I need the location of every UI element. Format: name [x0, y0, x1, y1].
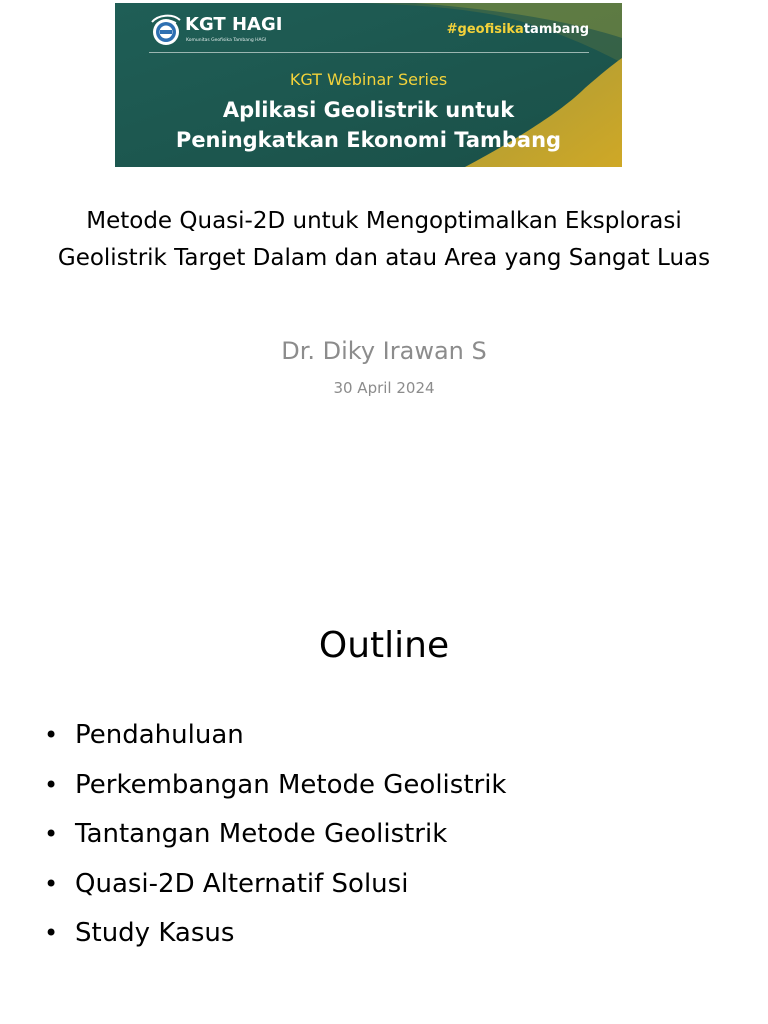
kgt-hagi-logo-icon [148, 14, 184, 47]
outline-item-label: Quasi-2D Alternatif Solusi [75, 868, 409, 899]
hashtag-highlight: #geofisika [446, 22, 524, 37]
banner-title-line-2: Peningkatkan Ekonomi Tambang [175, 128, 562, 152]
bullet-icon: • [44, 820, 59, 848]
outline-item-label: Perkembangan Metode Geolistrik [75, 769, 507, 800]
presentation-title [0, 203, 768, 277]
hashtag [447, 22, 589, 38]
bullet-icon: • [44, 721, 59, 749]
hashtag-rest: tambang [523, 22, 589, 37]
outline-item-label: Pendahuluan [75, 720, 244, 750]
brand-name: KGT HAGI [185, 14, 283, 35]
presentation-title-line-1: Metode Quasi-2D untuk Mengoptimalkan Eksplorasi [86, 208, 682, 234]
banner-title [115, 95, 622, 155]
outline-item-label: Study Kasus [75, 918, 235, 948]
author-name: Dr. Diky Irawan S [281, 337, 487, 365]
presentation-title-line-2: Geolistrik Target Dalam dan atau Area yang Sangat Luas [57, 245, 711, 271]
outline-item-label: Tantangan Metode Geolistrik [75, 819, 448, 849]
webinar-series-label: KGT Webinar Series [289, 70, 448, 89]
outline-heading: Outline [318, 625, 450, 666]
bullet-icon: • [44, 770, 59, 799]
presentation-date: 30 April 2024 [333, 379, 435, 397]
banner-title-line-1: Aplikasi Geolistrik untuk [222, 98, 515, 122]
bullet-icon: • [44, 919, 59, 947]
webinar-banner [115, 3, 622, 167]
brand-subtitle: Komunitas Geofisika Tambang HAGI [186, 38, 267, 43]
bullet-icon: • [44, 869, 59, 898]
banner-divider [149, 52, 589, 53]
